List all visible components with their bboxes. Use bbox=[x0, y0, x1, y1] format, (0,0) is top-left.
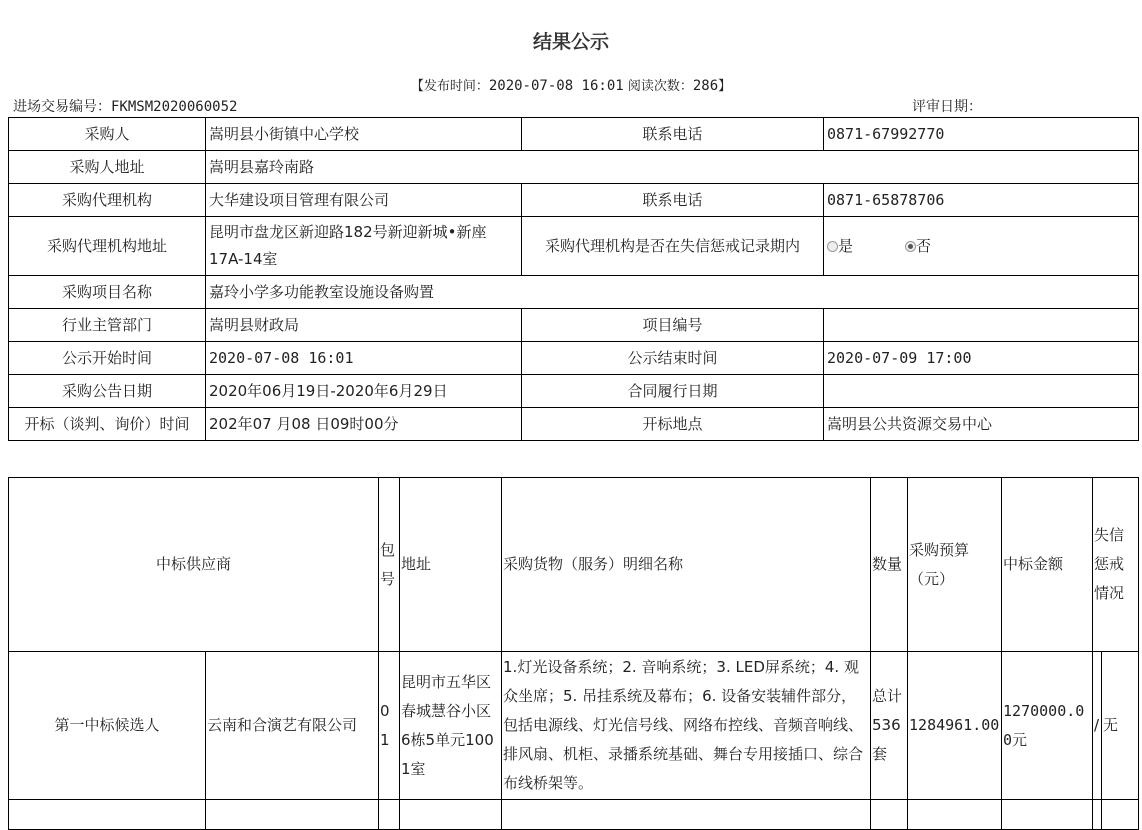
blacklist-no-label: 否 bbox=[916, 237, 932, 255]
header-amount: 中标金额 bbox=[1002, 478, 1093, 652]
announce-date-value: 2020年06月19日-2020年6月29日 bbox=[206, 375, 522, 408]
announce-date-label: 采购公告日期 bbox=[9, 375, 206, 408]
blacklist-no-radio[interactable] bbox=[905, 241, 916, 252]
table-row bbox=[9, 800, 1139, 830]
table-row bbox=[9, 309, 1139, 342]
trade-number-value: FKMSM2020060052 bbox=[111, 99, 238, 115]
header-package: 包号 bbox=[379, 478, 400, 652]
winner-separator: / bbox=[1093, 652, 1102, 800]
table-row bbox=[9, 375, 1139, 408]
table-row bbox=[9, 118, 1139, 151]
agency-address-label: 采购代理机构地址 bbox=[9, 217, 206, 276]
notice-start-value: 2020-07-08 16:01 bbox=[206, 342, 522, 375]
project-name-value: 嘉玲小学多功能教室设施设备购置 bbox=[206, 276, 1139, 309]
agency-phone-value: 0871-65878706 bbox=[824, 184, 1139, 217]
contract-date-label: 合同履行日期 bbox=[522, 375, 824, 408]
winner-package: 01 bbox=[379, 652, 400, 800]
notice-start-label: 公示开始时间 bbox=[9, 342, 206, 375]
winner-amount: 1270000.00元 bbox=[1002, 652, 1093, 800]
blacklist-options bbox=[824, 217, 1139, 276]
table-row bbox=[9, 408, 1139, 441]
blacklist-yes-radio[interactable] bbox=[827, 241, 838, 252]
publish-suffix: 】 bbox=[718, 79, 732, 94]
agency-phone-label: 联系电话 bbox=[522, 184, 824, 217]
trade-number-label: 进场交易编号： bbox=[13, 99, 111, 115]
table-row bbox=[9, 217, 1139, 276]
table-row bbox=[9, 151, 1139, 184]
project-number-label: 项目编号 bbox=[522, 309, 824, 342]
header-quantity: 数量 bbox=[871, 478, 908, 652]
notice-end-value: 2020-07-09 17:00 bbox=[824, 342, 1139, 375]
winner-rank: 第一中标候选人 bbox=[9, 652, 206, 800]
purchaser-phone-label: 联系电话 bbox=[522, 118, 824, 151]
winner-address: 昆明市五华区春城慧谷小区6栋5单元1001室 bbox=[400, 652, 502, 800]
blacklist-label: 采购代理机构是否在失信惩戒记录期内 bbox=[522, 217, 824, 276]
winner-budget: 1284961.00 bbox=[908, 652, 1002, 800]
contract-date-value bbox=[824, 375, 1139, 408]
table-row bbox=[9, 652, 1139, 800]
project-name-label: 采购项目名称 bbox=[9, 276, 206, 309]
winner-quantity: 总计536套 bbox=[871, 652, 908, 800]
open-time-label: 开标（谈判、询价）时间 bbox=[9, 408, 206, 441]
winner-blacklist: 无 bbox=[1102, 652, 1139, 800]
purchaser-address-label: 采购人地址 bbox=[9, 151, 206, 184]
header-goods: 采购货物（服务）明细名称 bbox=[502, 478, 871, 652]
publish-prefix: 【发布时间： bbox=[410, 79, 489, 94]
review-date-label: 评审日期： bbox=[912, 99, 982, 115]
table-row bbox=[9, 342, 1139, 375]
purchaser-value: 嵩明县小街镇中心学校 bbox=[206, 118, 522, 151]
header-address: 地址 bbox=[400, 478, 502, 652]
winner-goods: 1.灯光设备系统；2. 音响系统；3. LED屏系统；4. 观众坐席；5. 吊挂系统及幕布；6. 设备安装辅件部分，包括电源线、灯光信号线、网络布控线、音频音响线、排风扇、机柜、录播系统基础、舞台专用接插口、综合布线桥架等。 bbox=[502, 652, 871, 800]
project-number-value bbox=[824, 309, 1139, 342]
notice-end-label: 公示结束时间 bbox=[522, 342, 824, 375]
read-count-label: 阅读次数： bbox=[623, 79, 693, 94]
agency-address-value: 昆明市盘龙区新迎路182号新迎新城•新座17A-14室 bbox=[206, 217, 522, 276]
info-table bbox=[8, 117, 1139, 441]
open-time-value: 202年07 月08 日09时00分 bbox=[206, 408, 522, 441]
header-supplier: 中标供应商 bbox=[9, 478, 379, 652]
table-header-row bbox=[9, 478, 1139, 652]
blacklist-yes-label: 是 bbox=[838, 237, 854, 255]
header-budget: 采购预算（元） bbox=[908, 478, 1002, 652]
open-place-value: 嵩明县公共资源交易中心 bbox=[824, 408, 1139, 441]
purchaser-label: 采购人 bbox=[9, 118, 206, 151]
table-row bbox=[9, 276, 1139, 309]
winners-table bbox=[8, 477, 1139, 830]
agency-label: 采购代理机构 bbox=[9, 184, 206, 217]
header-blacklist: 失信惩戒情况 bbox=[1093, 478, 1139, 652]
trade-number bbox=[13, 96, 237, 116]
agency-value: 大华建设项目管理有限公司 bbox=[206, 184, 522, 217]
table-row bbox=[9, 184, 1139, 217]
department-value: 嵩明县财政局 bbox=[206, 309, 522, 342]
purchaser-address-value: 嵩明县嘉玲南路 bbox=[206, 151, 1139, 184]
winner-supplier: 云南和合演艺有限公司 bbox=[206, 652, 379, 800]
read-count: 286 bbox=[692, 78, 719, 94]
page-title: 结果公示 bbox=[532, 31, 609, 53]
publish-time: 2020-07-08 16:01 bbox=[488, 78, 624, 94]
publish-meta bbox=[0, 75, 1142, 94]
department-label: 行业主管部门 bbox=[9, 309, 206, 342]
open-place-label: 开标地点 bbox=[522, 408, 824, 441]
purchaser-phone-value: 0871-67992770 bbox=[824, 118, 1139, 151]
